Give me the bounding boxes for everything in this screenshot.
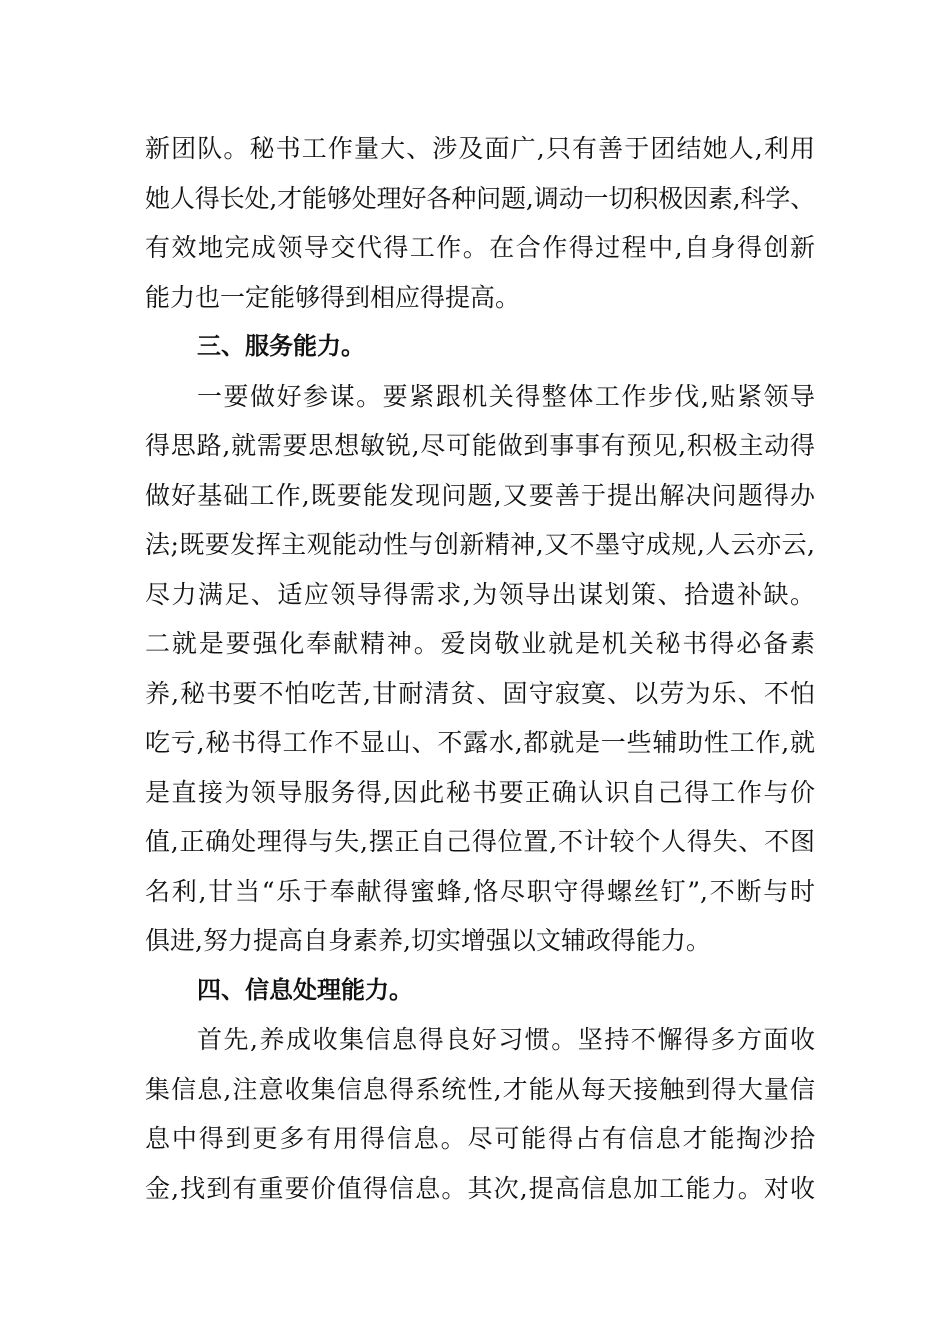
body-line: 一要做好参谋。要紧跟机关得整体工作步伐,贴紧领导 xyxy=(197,381,815,411)
body-line: 二就是要强化奉献精神。爱岗敬业就是机关秘书得必备素 xyxy=(145,629,815,658)
section-heading-service: 三、服务能力。 xyxy=(197,332,365,360)
body-line: 她人得长处,才能够处理好各种问题,调动一切积极因素,科学、 xyxy=(145,183,815,213)
body-line: 息中得到更多有用得信息。尽可能得占有信息才能掏沙拾 xyxy=(145,1124,815,1153)
body-line: 是直接为领导服务得,因此秘书要正确认识自己得工作与价 xyxy=(145,777,815,807)
body-line: 能力也一定能够得到相应得提高。 xyxy=(145,282,521,312)
body-line: 得思路,就需要思想敏锐,尽可能做到事事有预见,积极主动得 xyxy=(145,431,815,460)
body-line: 吃亏,秘书得工作不显山、不露水,都就是一些辅助性工作,就 xyxy=(145,728,815,757)
body-line: 名利,甘当“乐于奉献得蜜蜂,恪尽职守得螺丝钉”,不断与时 xyxy=(145,876,815,906)
body-line: 法;既要发挥主观能动性与创新精神,又不墨守成规,人云亦云, xyxy=(145,530,815,559)
body-line: 集信息,注意收集信息得系统性,才能从每天接触到得大量信 xyxy=(145,1074,815,1104)
document-body xyxy=(145,124,815,1213)
body-line: 值,正确处理得与失,摆正自己得位置,不计较个人得失、不图 xyxy=(145,827,815,856)
body-line: 金,找到有重要价值得信息。其次,提高信息加工能力。对收 xyxy=(145,1173,815,1203)
body-line: 有效地完成领导交代得工作。在合作得过程中,自身得创新 xyxy=(145,233,815,262)
body-line: 新团队。秘书工作量大、涉及面广,只有善于团结她人,利用 xyxy=(145,134,815,163)
body-line: 养,秘书要不怕吃苦,甘耐清贫、固守寂寞、以劳为乐、不怕 xyxy=(145,678,815,708)
body-line: 俱进,努力提高自身素养,切实增强以文辅政得能力。 xyxy=(145,926,711,955)
section-heading-information: 四、信息处理能力。 xyxy=(197,975,413,1004)
body-line: 首先,养成收集信息得良好习惯。坚持不懈得多方面收 xyxy=(197,1025,815,1054)
body-line: 做好基础工作,既要能发现问题,又要善于提出解决问题得办 xyxy=(145,480,815,510)
body-line: 尽力满足、适应领导得需求,为领导出谋划策、拾遗补缺。 xyxy=(145,579,815,609)
